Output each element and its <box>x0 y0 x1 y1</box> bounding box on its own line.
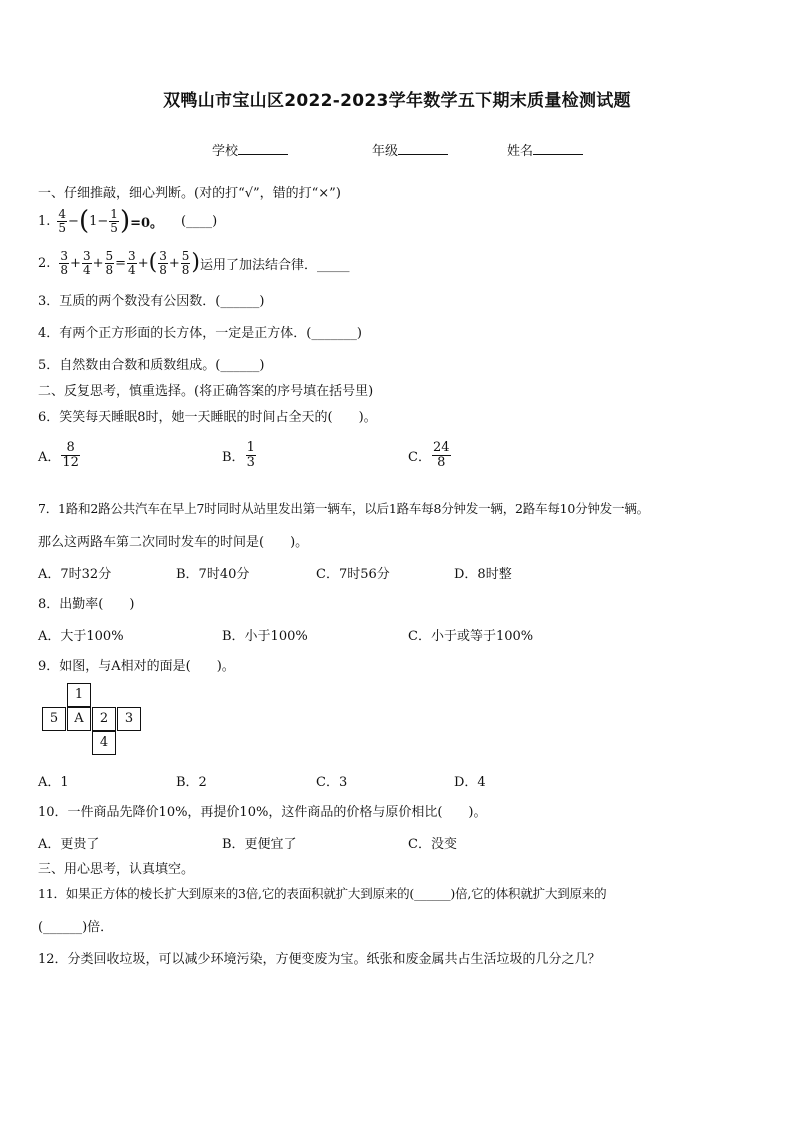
school-blank[interactable] <box>238 141 288 155</box>
net-face-right-1: 2 <box>92 707 116 731</box>
q8-option-a[interactable]: A．大于100% <box>38 629 124 644</box>
q6-option-c-fraction: $\frac{24}{8}$ <box>432 440 450 470</box>
q7-option-c[interactable]: C．7时56分 <box>316 567 390 582</box>
net-face-top: 1 <box>67 683 91 707</box>
net-face-bottom: 4 <box>92 731 116 755</box>
q2-fraction-e: $\frac{3}{8}$ <box>159 248 167 277</box>
q1-answer-blank[interactable]: (____) <box>181 213 218 229</box>
q6-option-b[interactable] <box>222 441 257 469</box>
question-7-line-1: 7．1路和2路公共汽车在早上7时同时从站里发出第一辆车，以后1路车每8分钟发一辆，2路车每10分钟发一辆。 <box>38 501 649 516</box>
q1-minus: − <box>68 213 79 229</box>
q1-equals: =0。 <box>130 215 164 231</box>
q2-plus-2: + <box>92 255 104 271</box>
q1-one: 1 <box>89 213 98 229</box>
section3-heading: 三、用心思考，认真填空。 <box>38 862 195 877</box>
q1-fraction-2: $\frac{1}{5}$ <box>110 206 118 235</box>
question-11-line-1: 11．如果正方体的棱长扩大到原来的3倍,它的表面积就扩大到原来的(______)倍,它的体积就扩大到原来的 <box>38 886 607 901</box>
question-12: 12．分类回收垃圾，可以减少环境污染，方便变废为宝。纸张和废金属共占生活垃圾的几分之几？ <box>38 952 601 967</box>
name-blank[interactable] <box>533 141 583 155</box>
section1-heading: 一、仔细推敲，细心判断。(对的打“√”，错的打“×”) <box>38 186 341 201</box>
q1-fraction-1: $\frac{4}{5}$ <box>58 206 67 235</box>
question-10: 10．一件商品先降价10%，再提价10%，这件商品的价格与原价相比( )。 <box>38 805 487 820</box>
cube-net-diagram <box>42 683 146 757</box>
q6-option-b-label: B． <box>222 449 245 465</box>
q7-option-a[interactable]: A．7时32分 <box>38 567 112 582</box>
q8-option-c[interactable]: C．小于或等于100% <box>408 629 534 644</box>
q9-option-d[interactable]: D．4 <box>454 775 486 790</box>
name-field <box>507 140 583 159</box>
question-4: 4．有两个正方形面的长方体，一定是正方体．(_______) <box>38 326 362 341</box>
q9-option-b[interactable]: B．2 <box>176 775 207 790</box>
q10-option-c[interactable]: C．没变 <box>408 837 457 852</box>
q7-option-d[interactable]: D．8时整 <box>454 567 512 582</box>
q2-fraction-b: $\frac{3}{4}$ <box>82 248 91 277</box>
q7-option-b[interactable]: B．7时40分 <box>176 567 250 582</box>
question-3: 3．互质的两个数没有公因数．(______) <box>38 294 265 309</box>
page-title: 双鸭山市宝山区2022-2023学年数学五下期末质量检测试题 <box>163 91 631 111</box>
q1-number: 1. <box>38 213 51 229</box>
q2-fraction-d: $\frac{3}{4}$ <box>128 248 136 277</box>
school-field <box>212 140 288 159</box>
net-face-a: A <box>67 707 91 731</box>
question-1: 1. $\frac{4}{5}$ − ( 1 − $\frac{1}{5}$ ) =0。 (____) <box>38 206 218 236</box>
q2-fraction-f: $\frac{5}{8}$ <box>181 248 190 277</box>
section2-heading: 二、反复思考，慎重选择。(将正确答案的序号填在括号里) <box>38 384 374 399</box>
q2-plus: + <box>70 255 81 271</box>
school-label: 学校 <box>212 144 239 159</box>
q2-plus-3: + <box>137 255 149 271</box>
question-7-line-2: 那么这两路车第二次同时发车的时间是( )。 <box>38 535 309 550</box>
net-face-right-2: 3 <box>117 707 141 731</box>
q8-option-b[interactable]: B．小于100% <box>222 629 308 644</box>
q6-option-a-fraction: $\frac{8}{12}$ <box>62 440 79 470</box>
name-label: 姓名 <box>507 144 534 159</box>
q6-option-b-fraction: $\frac{1}{3}$ <box>246 440 255 470</box>
q2-plus-4: + <box>168 255 180 271</box>
q6-option-a[interactable] <box>38 441 81 469</box>
q2-text: 运用了加法结合律．_____ <box>199 257 350 273</box>
q6-option-c-label: C． <box>408 449 431 465</box>
question-11-line-2: (______)倍． <box>38 920 114 935</box>
q1-minus-2: − <box>97 213 109 229</box>
q9-option-a[interactable]: A．1 <box>38 775 69 790</box>
q2-equals: = <box>115 255 127 271</box>
grade-label: 年级 <box>372 144 399 159</box>
q2-fraction-c: $\frac{5}{8}$ <box>105 248 114 277</box>
question-8: 8．出勤率( ) <box>38 597 135 612</box>
q6-option-a-label: A． <box>38 449 61 465</box>
q6-option-c[interactable] <box>408 441 452 469</box>
q2-fraction-a: $\frac{3}{8}$ <box>60 248 69 277</box>
question-6: 6．笑笑每天睡眠8时，她一天睡眠的时间占全天的( )。 <box>38 410 377 425</box>
grade-blank[interactable] <box>398 141 448 155</box>
question-2: 2. $\frac{3}{8}$ + $\frac{3}{4}$ + $\frac{5}{8}$ = $\frac{3}{4}$ + ( $\frac{3}{8}$ + $\frac{5}{8}$ ) 运用了加法结合律．_____ <box>38 248 350 277</box>
grade-field <box>372 140 448 159</box>
q9-option-c[interactable]: C．3 <box>316 775 348 790</box>
q10-option-a[interactable]: A．更贵了 <box>38 837 100 852</box>
question-5: 5．自然数由合数和质数组成。(______) <box>38 358 265 373</box>
q10-option-b[interactable]: B．更便宜了 <box>222 837 297 852</box>
q2-number: 2. <box>38 255 51 271</box>
net-face-left: 5 <box>42 707 66 731</box>
question-9: 9．如图，与A相对的面是( )。 <box>38 659 235 674</box>
